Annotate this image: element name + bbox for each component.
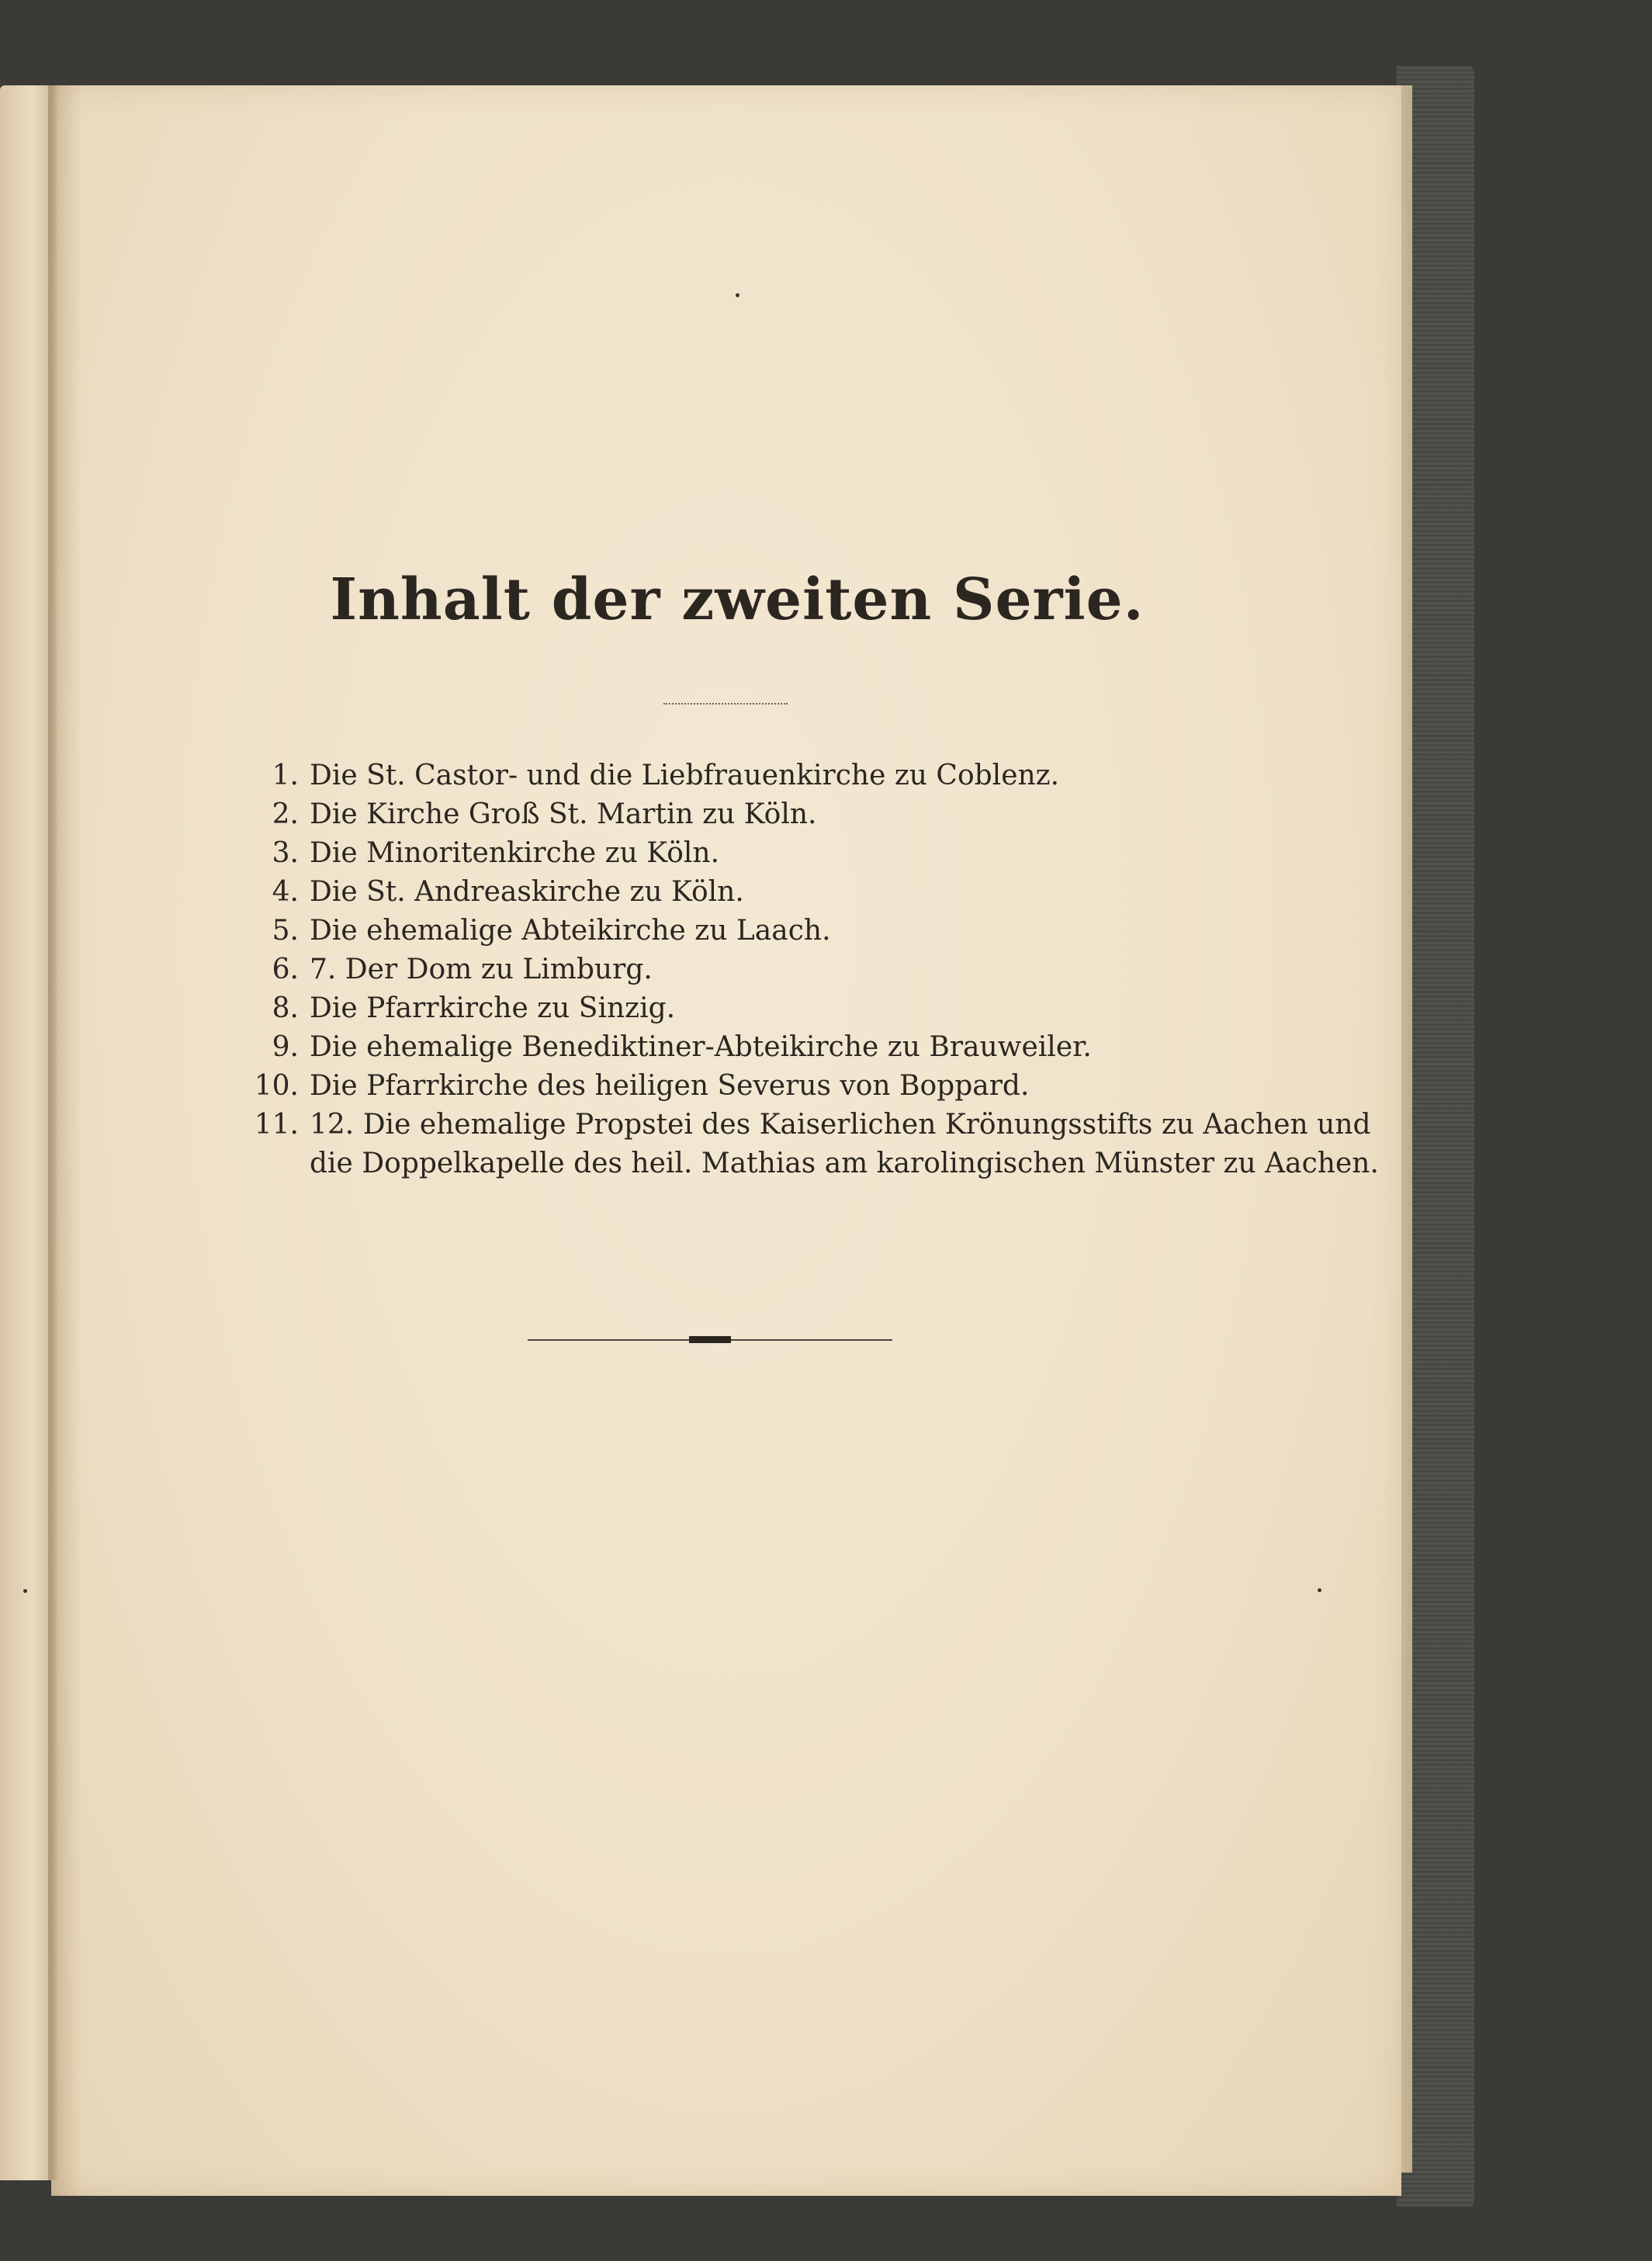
entry-text: Die Pfarrkirche zu Sinzig. — [310, 992, 676, 1024]
paper-speck — [736, 293, 739, 297]
facing-page-edge — [0, 85, 54, 2180]
entry-text: 12. Die ehemalige Propstei des Kaiserlichen Krönungsstifts zu Aachen und — [310, 1109, 1371, 1141]
closing-rule-ornament — [689, 1336, 731, 1343]
gutter-shadow — [48, 85, 59, 2180]
entry-text: Die St. Andreaskirche zu Köln. — [310, 876, 744, 908]
entry-text: Die ehemalige Benediktiner-Abteikirche zu Brauweiler. — [310, 1031, 1092, 1063]
entry-number: 5. — [272, 915, 299, 947]
list-item — [241, 1106, 1371, 1144]
entry-number: 1. — [272, 760, 299, 791]
list-item — [241, 950, 1210, 989]
list-item — [241, 795, 1210, 834]
entry-text: Die ehemalige Abteikirche zu Laach. — [310, 915, 831, 947]
list-item — [241, 1028, 1210, 1067]
paper-speck — [23, 1589, 27, 1593]
list-item — [241, 989, 1210, 1028]
entry-number: 9. — [272, 1031, 299, 1063]
list-item — [241, 912, 1210, 950]
paper-speck — [1318, 1588, 1321, 1592]
entry-number: 6. — [272, 954, 299, 985]
entry-number: 3. — [272, 837, 299, 869]
entry-text: Die Minoritenkirche zu Köln. — [310, 837, 720, 869]
entry-text: Die Pfarrkirche des heiligen Severus von Boppard. — [310, 1070, 1030, 1102]
entry-number: 11. — [254, 1109, 299, 1141]
list-item — [241, 873, 1210, 912]
entry-text: Die Kirche Groß St. Martin zu Köln. — [310, 798, 817, 830]
list-item — [241, 1067, 1210, 1106]
page-title: Inhalt der zweiten Serie. — [330, 566, 1145, 633]
entry-text: 7. Der Dom zu Limburg. — [310, 954, 653, 985]
entry-number: 4. — [272, 876, 299, 908]
list-item — [241, 757, 1210, 795]
entry-continuation: die Doppelkapelle des heil. Mathias am karolingischen Münster zu Aachen. — [310, 1148, 1379, 1179]
list-item — [241, 834, 1210, 873]
entry-number: 8. — [272, 992, 299, 1024]
entry-number: 2. — [272, 798, 299, 830]
entry-text: Die St. Castor- und die Liebfrauenkirche zu Coblenz. — [310, 760, 1060, 791]
title-ornament-rule — [663, 698, 788, 705]
entry-number: 10. — [254, 1070, 299, 1102]
table-of-contents — [241, 757, 1379, 1183]
